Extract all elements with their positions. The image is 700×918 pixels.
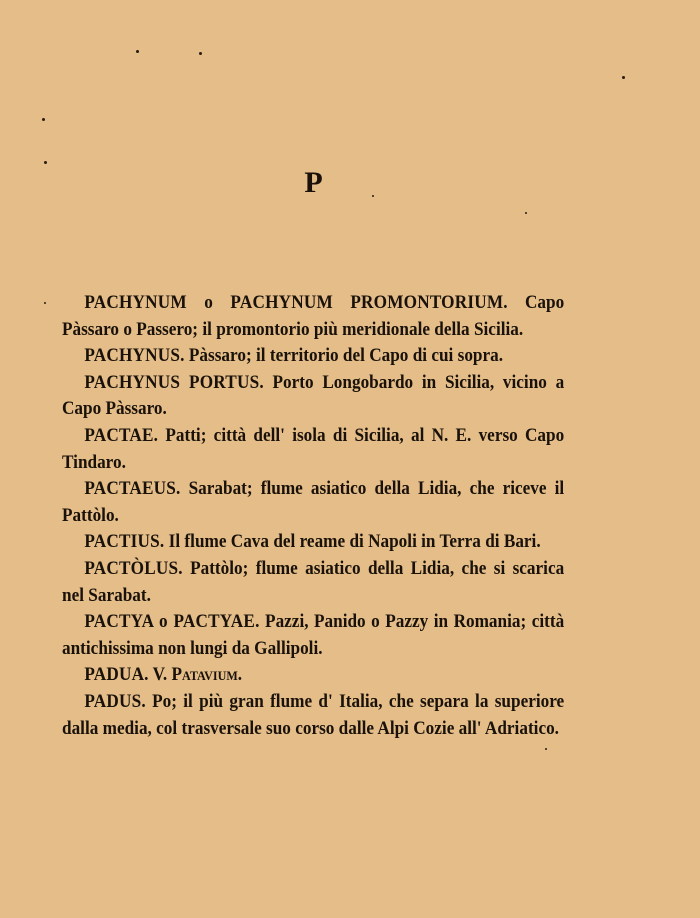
print-speck [44,302,46,304]
entry-definition: Pàssaro; il territorio del Capo di cui sopra. [184,346,504,367]
entry-headword: PACTYA o PACTYAE. [84,612,260,633]
dictionary-entry [62,529,564,556]
print-speck [525,212,527,214]
entry-definition: Capo Pàssaro o Passero; il promontorio più meridionale della Sicilia. [62,293,565,340]
dictionary-entry [62,556,564,609]
entry-definition: Sarabat; flume asiatico della Lidia, che riceve il Pattòlo. [62,479,565,526]
entry-headword: PACHYNUM o PACHYNUM PROMONTORIUM. [84,293,508,313]
entry-headword: PADUS. [84,691,146,712]
entry-headword: PACTIUS. [84,532,165,553]
entry-headword: PACTÒLUS. [84,558,183,579]
entry-headword: PACTAEUS. [84,479,181,500]
entry-definition: Il flume Cava del reame di Napoli in Terra di Bari. [164,532,541,553]
print-speck [622,76,625,79]
entry-cross-reference: Patavium. [171,665,243,686]
entry-headword: PACTAE. [84,425,159,446]
print-speck [199,52,202,55]
dictionary-entry [62,689,564,742]
entry-definition: Po; il più gran flume d' Italia, che separa la superiore dalla media, col trasversale suo corso dalle Alpi Cozie all' Adriatico. [62,691,565,739]
dictionary-entry [62,476,564,529]
print-speck [545,748,547,750]
dictionary-entry [62,662,564,689]
dictionary-entry [62,423,564,476]
print-speck [136,50,139,53]
print-speck [44,161,47,164]
section-letter: P [304,166,324,199]
entry-headword: PACHYNUS. [84,346,185,367]
dictionary-entry [62,609,564,662]
entry-definition: Porto Longobardo in Sicilia, vicino a Capo Pàssaro. [62,372,565,420]
entry-definition: V. [148,665,172,686]
dictionary-entry [62,290,564,343]
entry-definition: Patti; città dell' isola di Sicilia, al N. E. verso Capo Tindaro. [62,425,565,473]
entry-definition: Pattòlo; flume asiatico della Lidia, che si scarica nel Sarabat. [62,558,565,606]
entry-list [62,290,564,742]
print-speck [42,118,45,121]
dictionary-entry [62,370,564,423]
entry-headword: PACHYNUS PORTUS. [84,372,264,393]
entry-headword: PADUA. [84,665,149,686]
entry-definition: Pazzi, Panido o Pazzy in Romania; città antichissima non lungi da Gallipoli. [62,612,565,659]
dictionary-entry [62,343,564,370]
